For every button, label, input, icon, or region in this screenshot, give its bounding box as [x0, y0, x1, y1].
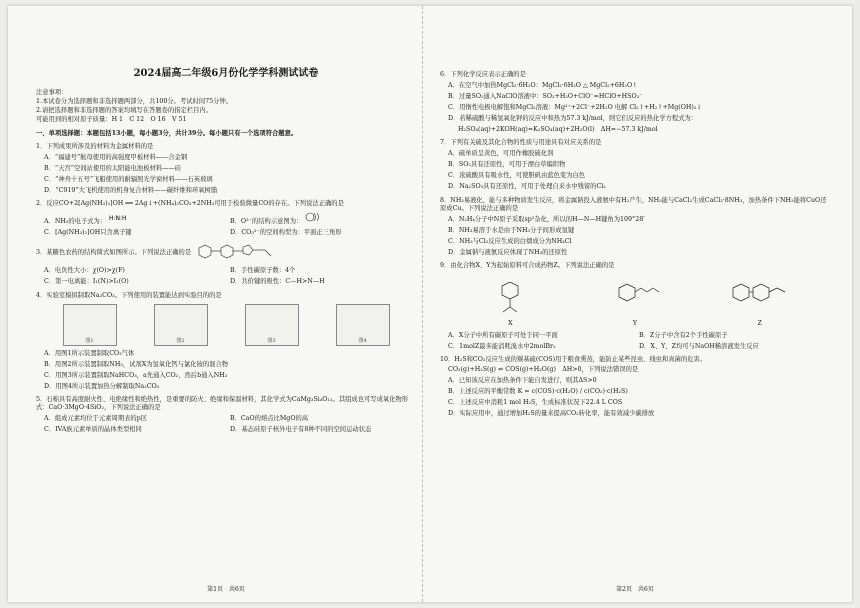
svg-text:H:N:H: H:N:H [109, 215, 127, 223]
option-d: D．共价键的极性：C—H>N—H [230, 278, 325, 286]
question-stem: 1．下列成果所涉及的材料为金属材料的是 [36, 143, 154, 151]
question-stem: 4．实验室模拟制取Na₂CO₃。下列使用的装置能达到实验目的的是 [36, 291, 222, 299]
option-b: B．Z分子中含有2个手性碳原子 [639, 331, 728, 339]
option-d: D．实际应用中，通过增加H₂S的量来提高CO₂转化率，能有效减少碳排放 [448, 410, 655, 418]
figure-caption: 图1 [85, 338, 94, 345]
question-7 [440, 139, 830, 191]
molecule-z [725, 274, 795, 316]
page-footer: 第2页 共6页 [616, 586, 654, 594]
ion-structure-diagram-icon [304, 211, 322, 223]
figure-caption: 图4 [358, 338, 367, 345]
option-d: D．Na₂SO₃具有还原性，可用于处理自来水中残留的Cl₂ [448, 183, 606, 191]
apparatus-figure-3 [245, 304, 299, 346]
option-b: B．O²⁻的结构示意图为： [230, 218, 303, 226]
apparatus-figure-2 [154, 304, 208, 346]
question-3 [36, 242, 416, 286]
option-d: D．金属钠与液氨反应体现了NH₃的还原性 [448, 248, 568, 256]
option-c: C．NH₃与Cl₂反应生成的白烟成分为NH₄Cl [448, 237, 572, 245]
question-10 [440, 356, 830, 418]
option-c: C．用图3所示装置制取NaHCO₃，a先通入CO₂，然后b通入NH₃ [44, 371, 228, 379]
option-c: C．用惰性电极电解饱和MgCl₂溶液：Mg²⁺+2Cl⁻+2H₂O 电解 Cl₂↑+H₂↑+Mg(OH)₂↓ [448, 104, 702, 112]
pesticide-structure-icon [191, 242, 281, 264]
option-c: C．上述反应中消耗1 mol H₂S，生成标准状况下22.4 L COS [448, 399, 623, 407]
option-b: B．用图2所示装置制取NH₃，试剂X为氢氧化钙与氯化铵的混合物 [44, 360, 229, 368]
exam-title: 2024届高二年级6月份化学学科测试试卷 [133, 68, 319, 79]
option-b: B．SO₂具有还原性，可用于漂白草编织物 [448, 161, 566, 169]
exam-sheet [8, 6, 852, 602]
molecule-y-structure-icon [605, 282, 665, 316]
molecule-x-structure-icon [490, 282, 530, 316]
option-b: B．“天宫”空间站使用的太阳能电池板材料——硅 [44, 165, 182, 173]
option-a: A．N₂H₄分子中N原子采取sp²杂化，所以的H—N—H键角为109°28′ [448, 215, 645, 223]
page-1 [36, 6, 416, 602]
option-a: A．NH₃的电子式为： [44, 218, 107, 226]
apparatus-figure-4 [336, 304, 390, 346]
option-d: D．CO₃²⁻的空间构型为：平面正三角形 [230, 229, 342, 237]
question-stem: 6．下列化学反应表示正确的是 [440, 71, 526, 78]
option-c: C．IVA族元素单质的晶体类型相同 [44, 425, 142, 433]
question-6 [440, 71, 830, 134]
question-stem: 3．某糖色农药的结构简式如图所示。下列说法正确的是 [36, 249, 192, 257]
apparatus-figure-1 [63, 304, 117, 346]
molecule-label: X [508, 319, 513, 327]
question-4 [36, 292, 416, 391]
question-stem: 9．由化合物X、Y为起始原料可合成药物Z。下列说法正确的是 [440, 261, 615, 269]
question-stem: 10．H₂S和CO₂反应生成的羰基硫(COS)用于粮食熏蒸，能防止某些昆虫、线虫和真菌的危害。 [440, 355, 707, 363]
figure-caption: 图2 [176, 338, 185, 345]
option-d: D．X、Y、Z均可与NaOH稀溶液发生反应 [639, 342, 759, 350]
question-8 [440, 197, 830, 257]
option-d: D．基态硅原子核外电子有8种不同的空间运动状态 [230, 425, 372, 433]
option-c: C．“神舟十五号”飞船使用的耐辐照光学窗材料——石英玻璃 [44, 176, 213, 184]
option-a: A．硫单质呈黄色，可用作橡胶硫化剂 [448, 150, 554, 158]
molecule-label: Z [757, 319, 762, 327]
option-a: A．已知该反应在加热条件下能自发进行，则其ΔS>0 [448, 377, 597, 385]
option-b: B．过量SO₂通入NaClO溶液中：SO₂+H₂O+ClO⁻=HClO+HSO₃⁻ [448, 93, 643, 101]
notes [36, 89, 416, 124]
molecule-x [475, 274, 545, 316]
question-stem: 8．NH₃易液化，能与多种物质发生反应，将金属钠投入液氨中有H₂产生，NH₃能与CaCl₂生成CaCl₂·8NH₃，加热条件下NH₃能将CuO还原成Cu。下列说法正确的是 [440, 196, 827, 212]
molecule-label: Y [632, 319, 638, 327]
page-footer: 第1页 共6页 [207, 586, 245, 594]
option-a: A．X分子中所有碳原子可处于同一平面 [448, 331, 558, 339]
option-c: C．1molZ最多能消耗溴水中2molBr₂ [448, 342, 556, 350]
note-line: 1.本试卷分为选择题和非选择题两部分，共100分。考试时间75分钟。 [36, 97, 233, 105]
question-5 [36, 396, 416, 434]
question-2 [36, 200, 416, 237]
option-a: A．在空气中加热MgCl₂·6H₂O：MgCl₂·6H₂O △ MgCl₂+6H₂O↑ [448, 82, 638, 90]
option-d: D．“C919”大飞机使用的机身复合材料——碳纤维和环氧树脂 [44, 187, 218, 195]
option-a: A．电负性大小：χ(O)>χ(F) [44, 267, 125, 275]
note-line: 可能用到的相对原子质量：H 1 C 12 O 16 V 51 [36, 115, 187, 123]
question-stem: 7．下列有关硫及其化合物的性质与用途具有对应关系的是 [440, 139, 602, 147]
option-c: C．第一电离能：I₁(N)>I₁(O) [44, 278, 129, 286]
option-a: A．用图1所示装置制取CO₂气体 [44, 349, 135, 357]
option-b: B．NH₃易溶于水是由于NH₃分子间形成氢键 [448, 226, 575, 234]
molecule-y [600, 274, 670, 316]
option-a: A．组成元素均位于元素周期表的p区 [44, 414, 148, 422]
reaction-equation: CO₂(g)+H₂S(g) ⇌ COS(g)+H₂O(g) ΔH>0，下列说法错误的是 [448, 366, 639, 374]
option-a: A．“福建号”航母使用的高强度甲板材料——合金钢 [44, 154, 188, 162]
molecule-z-structure-icon [725, 282, 795, 316]
option-d-equation: H₂SO₄(aq)+2KOH(aq)=K₂SO₄(aq)+2H₂O(l) ΔH=−57.3 kJ/mol [458, 126, 658, 134]
question-9 [440, 262, 830, 351]
page-divider [422, 6, 437, 602]
option-b: B．CaO的熔点比MgO的高 [230, 414, 309, 422]
page-2 [440, 6, 830, 602]
option-b: B．上述反应的平衡常数 K = c(COS)·c(H₂O) / c(CO₂)·c(H₂S) [448, 388, 628, 396]
figure-caption: 图3 [267, 338, 276, 345]
option-c: C．[Ag(NH₃)₂]OH只含离子键 [44, 229, 132, 237]
notes-heading: 注意事项： [36, 88, 68, 96]
option-d: D．用图4所示装置加热分解制取Na₂CO₃ [44, 382, 160, 390]
question-stem: 2．反应CO+2[Ag(NH₃)₂]OH ══ 2Ag↓+(NH₄)₂CO₃+2NH₃可用于检验微量CO的存在。下列说法正确的是 [36, 200, 344, 208]
option-c: C．浓硫酸具有吸水性，可使胆矾由蓝色变为白色 [448, 172, 586, 180]
electron-dot-formula-icon [108, 211, 130, 223]
question-stem: 5．石棉具有高度耐火性、电绝缘性和绝热性，是重要的防火、绝缘和保温材料，其化学式为CaMg₃Si₄O₁₂。其组成也可写成氧化物形式：CaO·3MgO·4SiO₂，下列说法正确的是 [36, 395, 409, 411]
question-1 [36, 143, 416, 195]
section-heading: 一、单项选择题：本题包括13小题，每小题3分，共计39分。每小题只有一个选项符合题意。 [36, 129, 298, 137]
option-d: D．若稀硫酸与稀氢氧化钾的反应中和热为57.3 kJ/mol，则它们反应的热化学方程式为： [448, 115, 698, 123]
note-line: 2.请把选择题和非选择题的答案均填写在答题卷的指定栏目内。 [36, 106, 213, 114]
option-b: B．手性碳原子数：4个 [230, 267, 296, 275]
